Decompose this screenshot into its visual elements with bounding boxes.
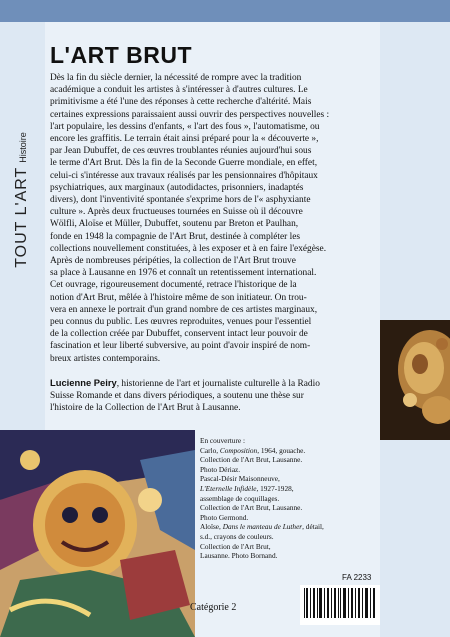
paragraph-line: peu connus du public. Les œuvres reproduites, venues pour l'essentiel	[50, 317, 312, 328]
top-band	[0, 0, 450, 22]
paragraph-line: Dès la fin du siècle dernier, la nécessité de rompre avec la tradition	[50, 73, 302, 83]
credit-line: Pascal-Désir Maisonneuve,	[200, 474, 280, 484]
paragraph-line: Cet ouvrage, rigoureusement documenté, retrace l'historique de la	[50, 280, 297, 291]
paragraph-line: le terme d'Art Brut. Dès la fin de la Seconde Guerre mondiale, en effet,	[50, 158, 318, 169]
catalog-number: FA 2233	[342, 573, 372, 582]
paragraph-line: breux artistes contemporains.	[50, 353, 161, 364]
paragraph-line: certaines expressions paraissaient aussi ouvrir des perspectives nouvelles :	[50, 109, 330, 120]
credit-text: Aloïse,	[200, 522, 223, 532]
credit-title: L'Eternelle Infidèle	[200, 483, 257, 493]
paragraph-line: fonde en 1948 la compagnie de l'Art Brut, destinée à compléter les	[50, 231, 301, 242]
paragraph-line: notion d'Art Brut, mêlée à l'histoire même de son initiateur. On trou-	[50, 292, 307, 303]
paragraph-line: l'art populaire, les dessins d'enfants, « l'art des fous », l'automatisme, ou	[50, 121, 320, 132]
credit-line: assemblage de coquillages.	[200, 493, 280, 503]
series-label-sub: Histoire	[18, 132, 28, 163]
credit-text: , 1927-1928,	[256, 483, 294, 493]
author-bio	[50, 377, 380, 415]
credit-title: Composition	[219, 445, 258, 455]
description-paragraph	[50, 72, 380, 365]
paragraph-line: psychiatriques, aux marginaux (autodidactes, prisonniers, inadaptés	[50, 182, 304, 193]
credit-line: Lausanne. Photo Bornand.	[200, 551, 278, 561]
credit-title: Dans le manteau de Luther	[222, 522, 303, 532]
credit-text: , 1964, gouache.	[257, 445, 306, 455]
author-bio-line: , historienne de l'art et journaliste culturelle à la Radio	[116, 379, 320, 389]
credit-line: Photo Germond.	[200, 512, 249, 522]
paragraph-line: encore les graffitis. Le terrain était ainsi préparé pour la « découverte »,	[50, 134, 319, 145]
barcode	[300, 585, 380, 625]
cover-credits	[200, 436, 380, 561]
cover-painting-artwork	[0, 430, 195, 637]
series-label-main: TOUT L'ART	[13, 166, 30, 268]
credit-text: , détail,	[302, 522, 324, 532]
paragraph-line: vera en annexe le portrait d'un grand nombre de ces artistes marginaux,	[50, 304, 318, 315]
paragraph-line: fascination et leur liberté subversive, au point d'avoir inspiré de nom-	[50, 341, 311, 352]
series-label	[13, 132, 31, 268]
credit-line: Collection de l'Art Brut, Lausanne.	[200, 455, 303, 465]
cover-shell-artwork	[380, 320, 450, 440]
paragraph-line: sa place à Lausanne en 1976 et connaît un retentissement international.	[50, 268, 317, 279]
author-bio-line: Suisse Romande et dans divers périodiques, a soutenu une thèse sur	[50, 391, 304, 402]
paragraph-line: divers), dont l'inventivité spontanée s'exprime hors de l'« asphyxiante	[50, 195, 311, 206]
paragraph-line: culture ». Après deux fructueuses tournées en Suisse où il découvre	[50, 207, 303, 218]
paragraph-line: celui-ci s'intéresse aux travaux réalisés par les pensionnaires d'hôpitaux	[50, 170, 318, 181]
author-bio-line: l'histoire de la Collection de l'Art Brut à Lausanne.	[50, 403, 241, 414]
paragraph-line: académique a conduit les artistes à s'intéresser à d'autres cultures. Le	[50, 85, 308, 96]
category-label: Catégorie 2	[190, 602, 237, 613]
paragraph-line: Après de nombreuses péripéties, la collection de l'Art Brut trouve	[50, 256, 296, 267]
paragraph-line: par Jean Dubuffet, de ces œuvres troublantes réunies aujourd'hui sous	[50, 146, 312, 157]
credit-line: Photo Dériaz.	[200, 464, 241, 474]
paragraph-line: de la collection créée par Dubuffet, conservent intact leur pouvoir de	[50, 329, 308, 340]
author-name: Lucienne Peiry	[50, 377, 117, 388]
credit-line: s.d., crayons de couleurs.	[200, 531, 274, 541]
book-title: L'ART BRUT	[50, 42, 193, 68]
credits-heading: En couverture :	[200, 436, 245, 445]
credit-text: Carlo,	[200, 445, 220, 455]
paragraph-line: primitivisme a été l'une des réponses à cette recherche d'altérité. Mais	[50, 97, 312, 108]
credit-line: Collection de l'Art Brut,	[200, 541, 271, 551]
paragraph-line: collections nouvellement constituées, à les exposer et à en faire l'exégèse.	[50, 243, 327, 254]
paragraph-line: Wölfli, Aloïse et Müller, Dubuffet, soutenu par Breton et Paulhan,	[50, 219, 299, 230]
credit-line: Collection de l'Art Brut, Lausanne.	[200, 503, 303, 513]
